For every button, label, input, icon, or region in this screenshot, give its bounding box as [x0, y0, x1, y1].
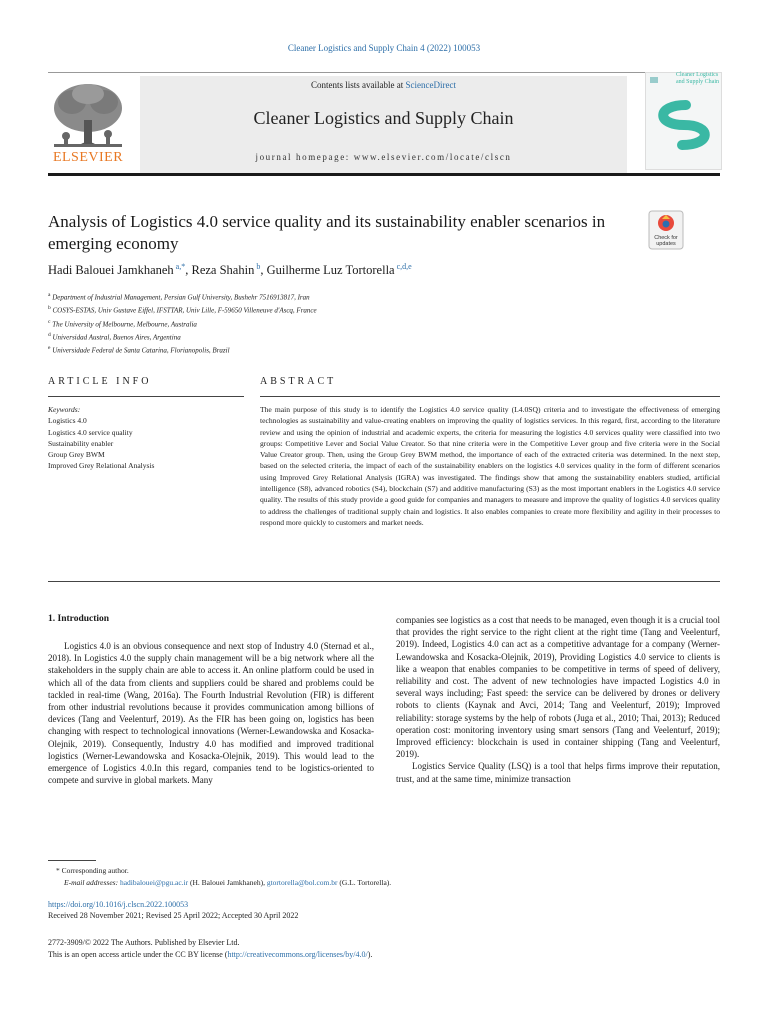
- copyright-line: 2772-3909/© 2022 The Authors. Published by Elsevier Ltd.: [48, 938, 240, 947]
- article-title: Analysis of Logistics 4.0 service quality and its sustainability enabler scenarios in emerging economy: [48, 212, 606, 253]
- author-name[interactable]: Hadi Balouei Jamkhaneh: [48, 263, 174, 278]
- article-info-heading: ARTICLE INFO: [48, 376, 152, 387]
- affiliation-item: $^d$ Universidad Austral, Buenos Aires, Argentina: [48, 331, 181, 342]
- journal-homepage: [140, 152, 627, 162]
- license-prefix: This is an open access article under the CC BY license (: [48, 950, 228, 959]
- abstract-bottom-rule: [48, 581, 720, 582]
- keyword-item: Sustainability enabler: [48, 438, 114, 448]
- sciencedirect-link[interactable]: ScienceDirect: [405, 80, 456, 90]
- author-name[interactable]: Reza Shahin: [191, 263, 255, 278]
- elsevier-wordmark: ELSEVIER: [52, 150, 124, 165]
- author-affiliation-marker[interactable]: b: [256, 262, 261, 271]
- cover-title: Cleaner Logistics and Supply Chain: [676, 72, 719, 85]
- keyword-item: Improved Grey Relational Analysis: [48, 461, 155, 471]
- abstract-rule: [260, 396, 720, 397]
- email-addresses: [64, 878, 391, 887]
- keyword-item: Logistics 4.0 service quality: [48, 427, 133, 437]
- license-link[interactable]: http://creativecommons.org/licenses/by/4.0/: [227, 950, 368, 959]
- email-owner: (G.L. Tortorella).: [337, 878, 392, 887]
- keywords-label: Keywords:: [48, 405, 81, 414]
- cover-graphic-icon: [646, 73, 721, 169]
- email-owner: (H. Balouei Jamkhaneh),: [188, 878, 267, 887]
- doi-link[interactable]: https://doi.org/10.1016/j.clscn.2022.100053: [48, 900, 189, 909]
- check-for-updates-icon: [648, 210, 684, 250]
- section-title-introduction: 1. Introduction: [48, 614, 110, 624]
- email-label: E-mail addresses:: [64, 878, 120, 887]
- abstract-heading: ABSTRACT: [260, 376, 337, 387]
- footnote-rule: [48, 860, 96, 861]
- header-bottom-rule: [48, 173, 720, 176]
- paragraph: Logistics 4.0 is an obvious consequence and next stop of Industry 4.0 (Sternad et al., 2018). In Logistics 4.0 the supply chain management will be a big network where all the stakeholders in the supply chain are able to access it. An online platform could be used in which all of the data from clients and suppliers could be shared and problems could be tackled in real-time (Wang, 2016a). The Fourth Industrial Revolution (FIR) is different from other industrial revolutions because it provides communication among billions of devices (Tang and Veelenturf, 2019). As the FIR has been going on, logistics has been changing with respect to technological innovations (Werner-Lewandowska and Kosacka-Olejnik, 2019). Consequently, Industry 4.0 has modified and improved traditional logistics (Werner-Lewandowska and Kosacka-Olejnik, 2019). This would lead to the emergence of Logistics 4.0.In this regard, companies tend to be logistics-oriented to compete and survive in global markets. Many: [48, 641, 374, 786]
- author-affiliation-marker[interactable]: a,*: [175, 262, 186, 271]
- homepage-url-link[interactable]: www.elsevier.com/locate/clscn: [353, 152, 512, 162]
- svg-text:Check for: Check for: [654, 235, 678, 241]
- license-line: [48, 950, 372, 959]
- article-info-rule: [48, 396, 244, 397]
- paragraph: companies see logistics as a cost that needs to be managed, even though it is a crucial tool that provides the right service to the right client at the right time (Tang and Veelenturf, 2019). Indeed, Logistics 4.0 can act as a competitive advantage for a company (Werner-Lewandowska and Kosacka-Olejnik, 2019), Providing Logistics 4.0 service to clients is like a weapon that enables companies to be competitive in terms of speed of delivery, reliability and cost. The advent of new technologies have impacted Logistics 4.0 in several ways including; Fast speed: the service can be delivered by drones or delivery robots to clients (Kaynak and Avci, 2014; Tang and Veelenturf, 2019); Improved reliability: storage systems by the help of robots (Juga et al., 2010; Thai, 2013); Reduced operation cost: monitoring inventory using smart sensors (Tang and Veelenturf, 2019); Improved efficiency: blockchain is used in container shipping (Tang and Veelenturf, 2019).: [396, 615, 720, 760]
- contents-line: [140, 80, 627, 90]
- homepage-prefix: journal homepage:: [255, 152, 354, 162]
- affiliation-item: $^c$ The University of Melbourne, Melbourne, Australia: [48, 318, 197, 328]
- author-list: Hadi Balouei Jamkhaneh $^{a,*}$, Reza Shahin $^b$, Guilherme Luz Tortorella $^{c,d,e}$: [48, 262, 412, 278]
- contents-prefix: Contents lists available at: [311, 80, 406, 90]
- email-link[interactable]: gtortorella@bol.com.br: [266, 878, 338, 887]
- keyword-item: Logistics 4.0: [48, 416, 87, 426]
- check-for-updates-button[interactable]: [648, 210, 684, 250]
- body-left-column: [48, 640, 374, 786]
- header-top-rule: [48, 72, 720, 73]
- received-dates: Received 28 November 2021; Revised 25 April 2022; Accepted 30 April 2022: [48, 911, 299, 920]
- corresponding-author-note: * Corresponding author.: [56, 866, 129, 875]
- body-right-column: [396, 614, 720, 785]
- keyword-item: Group Grey BWM: [48, 450, 105, 460]
- svg-text:updates: updates: [656, 241, 676, 247]
- affiliation-item: $^e$ Universidade Federal de Santa Catarina, Florianopolis, Brazil: [48, 345, 230, 355]
- affiliation-list: [48, 290, 688, 357]
- journal-reference-link[interactable]: Cleaner Logistics and Supply Chain 4 (2022) 100053: [287, 43, 481, 53]
- journal-cover-thumbnail[interactable]: [645, 72, 722, 170]
- journal-title: Cleaner Logistics and Supply Chain: [253, 108, 514, 128]
- paragraph: Logistics Service Quality (LSQ) is a tool that helps firms improve their reputation, trust, and at the same time, minimize transaction: [396, 761, 720, 784]
- affiliation-item: $^b$ COSYS-ESTAS, Univ Gustave Eiffel, IFSTTAR, Univ Lille, F-59650 Villeneuve d'Ascq, France: [48, 305, 317, 315]
- email-link[interactable]: hadibalouei@pgu.ac.ir: [119, 878, 189, 887]
- abstract-text: The main purpose of this study is to identify the Logistics 4.0 service quality (L4.0SQ) criteria and to investigate the effectiveness of emerging technologies as sustainability and value-creating enablers on improving the quality of logistics services. In this regard, first, according to the literature review and using the opinion of industrial and academic experts, the criteria for measuring the logistics 4.0 services quality were classified into two groups: Competitive Lever and Social Value Creator. So that nine criteria were in the Competitive Lever group and five criteria were in the Social Value Creator group. Then, using the Group Grey BWM method, the importance of each of the extracted criteria was determined. In the next step, based on the selected criteria, the impact of each of the sustainability enablers on the logistics 4.0 services quality in the form of different scenarios using Improved Grey Relational Analysis (IGRA) was investigated. The findings show that among the sustainability enablers studied, artificial intelligence (S8), advanced robotics (S4), blockchain (S7) and additive manufacturing (S3) as the most important enablers in the Logistics 4.0 service quality. The results of this study provide a good guide for companies and managers to measure and improve the quality of logistics 4.0 services quality to address the challenges of traditional supply chain and logistics. It also enables companies to create more flexibility and agility in their processes to respond more quickly to customers and market needs.: [260, 405, 720, 527]
- keywords-block: [48, 404, 244, 472]
- license-suffix: ).: [367, 950, 373, 959]
- affiliation-item: $^a$ Department of Industrial Management, Persian Gulf University, Bushehr 7516913817, Iran: [48, 292, 310, 302]
- author-name[interactable]: Guilherme Luz Tortorella: [266, 263, 395, 278]
- author-affiliation-marker[interactable]: c,d,e: [396, 262, 412, 271]
